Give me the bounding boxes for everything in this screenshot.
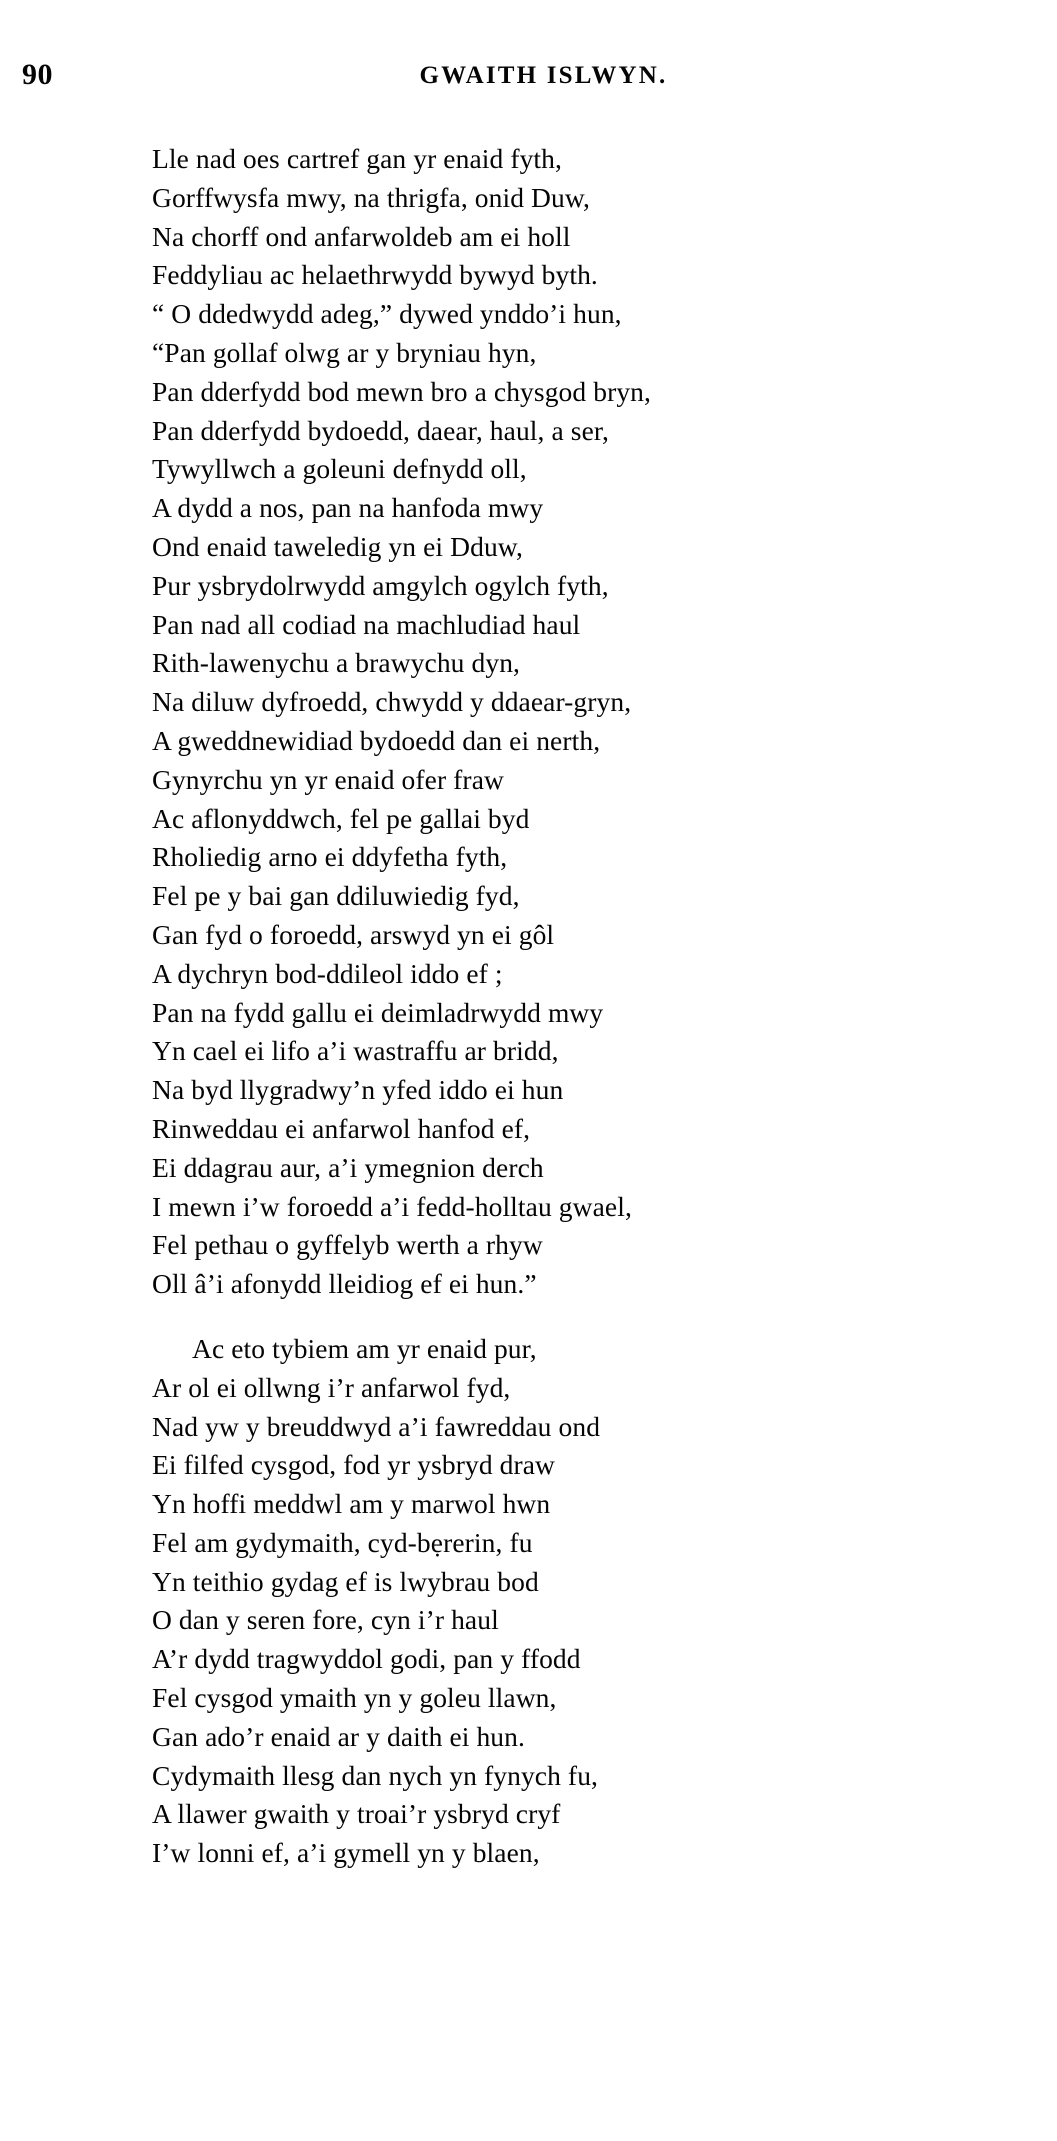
page-number: 90 [22, 58, 53, 91]
poem-line: I mewn i’w foroedd a’i fedd-holltau gwael, [152, 1190, 632, 1222]
poem-line: Rith-lawenychu a brawychu dyn, [152, 647, 521, 679]
poem-line: Pan nad all codiad na machludiad haul [152, 608, 581, 640]
poem-line: Pan dderfydd bydoedd, daear, haul, a ser, [152, 414, 610, 446]
poem-line: Oll â’i afonydd lleidiog ef ei hun.” [152, 1268, 537, 1300]
poem-line: Ar ol ei ollwng i’r anfarwol fyd, [152, 1371, 511, 1403]
poem-line: Gynyrchu yn yr enaid ofer fraw [152, 763, 504, 795]
poem-line: Yn teithio gydag ef is lwybrau bod [152, 1565, 539, 1597]
poem-line: O dan y seren fore, cyn i’r haul [152, 1604, 499, 1636]
poem-line: Fel am gydymaith, cyd-bẹrerin, fu [152, 1526, 533, 1558]
stanza-2 [152, 1330, 1012, 1873]
poem-line: Fel cysgod ymaith yn y goleu llawn, [152, 1682, 557, 1714]
poem-line: Na byd llygradwy’n yfed iddo ei hun [152, 1074, 564, 1106]
poem-line: Ei ddagrau aur, a’i ymegnion derch [152, 1151, 544, 1183]
running-title: GWAITH ISLWYN. [419, 62, 668, 89]
poem-line: Ei filfed cysgod, fod yr ysbryd draw [152, 1449, 556, 1481]
poem-line: A dydd a nos, pan na hanfoda mwy [152, 492, 544, 524]
poem-line: A gweddnewidiad bydoedd dan ei nerth, [152, 724, 601, 756]
poem-line: Fel pe y bai gan ddiluwiedig fyd, [152, 880, 520, 912]
poem-line: Cydymaith llesg dan nych yn fynych fu, [152, 1759, 599, 1791]
poem-line: Na chorff ond anfarwoldeb am ei holl [152, 220, 571, 252]
poem-line: Rholiedig arno ei ddyfetha fyth, [152, 841, 508, 873]
poem-line: A dychryn bod-ddileol iddo ef ; [152, 957, 503, 989]
poem-line: “ O ddedwydd adeg,” dywed ynddo’i hun, [152, 298, 622, 330]
poem-line: Ac eto tybiem am yr enaid pur, [192, 1332, 537, 1364]
poem-line: Lle nad oes cartref gan yr enaid fyth, [152, 143, 563, 174]
poem-line: Nad yw y breuddwyd a’i fawreddau ond [152, 1410, 601, 1442]
poem-line: Ac aflonyddwch, fel pe gallai byd [152, 802, 530, 834]
poem-line: Pan na fydd gallu ei deimladrwydd mwy [152, 996, 604, 1028]
poem-line: Gorffwysfa mwy, na thrigfa, onid Duw, [152, 181, 591, 213]
poem-line: A’r dydd tragwyddol godi, pan y ffodd [152, 1643, 581, 1675]
poem-line: Pan dderfydd bod mewn bro a chysgod bryn, [152, 375, 652, 407]
poem-line: Gan fyd o foroedd, arswyd yn ei gôl [152, 918, 555, 950]
poem-line: Gan ado’r enaid ar y daith ei hun. [152, 1720, 525, 1752]
poem-line: Feddyliau ac helaethrwydd bywyd byth. [152, 259, 598, 291]
poem-line: Rinweddau ei anfarwol hanfod ef, [152, 1112, 531, 1144]
page-header [0, 58, 1057, 98]
poem-line: Tywyllwch a goleuni defnydd oll, [152, 453, 527, 485]
poem-line: I’w lonni ef, a’i gymell yn y blaen, [152, 1837, 540, 1869]
stanza-1 [152, 140, 1012, 1304]
poem-line: Pur ysbrydolrwydd amgylch ogylch fyth, [152, 569, 609, 601]
poem-line: Na diluw dyfroedd, chwydd y ddaear-gryn, [152, 686, 632, 718]
poem-line: “Pan gollaf olwg ar y bryniau hyn, [152, 336, 537, 368]
poem-line: Ond enaid taweledig yn ei Dduw, [152, 530, 523, 562]
poem-line: A llawer gwaith y troai’r ysbryd cryf [152, 1798, 561, 1830]
poem-body [152, 140, 1012, 1873]
poem-line: Yn hoffi meddwl am y marwol hwn [152, 1488, 551, 1520]
poem-line: Fel pethau o gyffelyb werth a rhyw [152, 1229, 543, 1261]
poem-line: Yn cael ei lifo a’i wastraffu ar bridd, [152, 1035, 559, 1067]
